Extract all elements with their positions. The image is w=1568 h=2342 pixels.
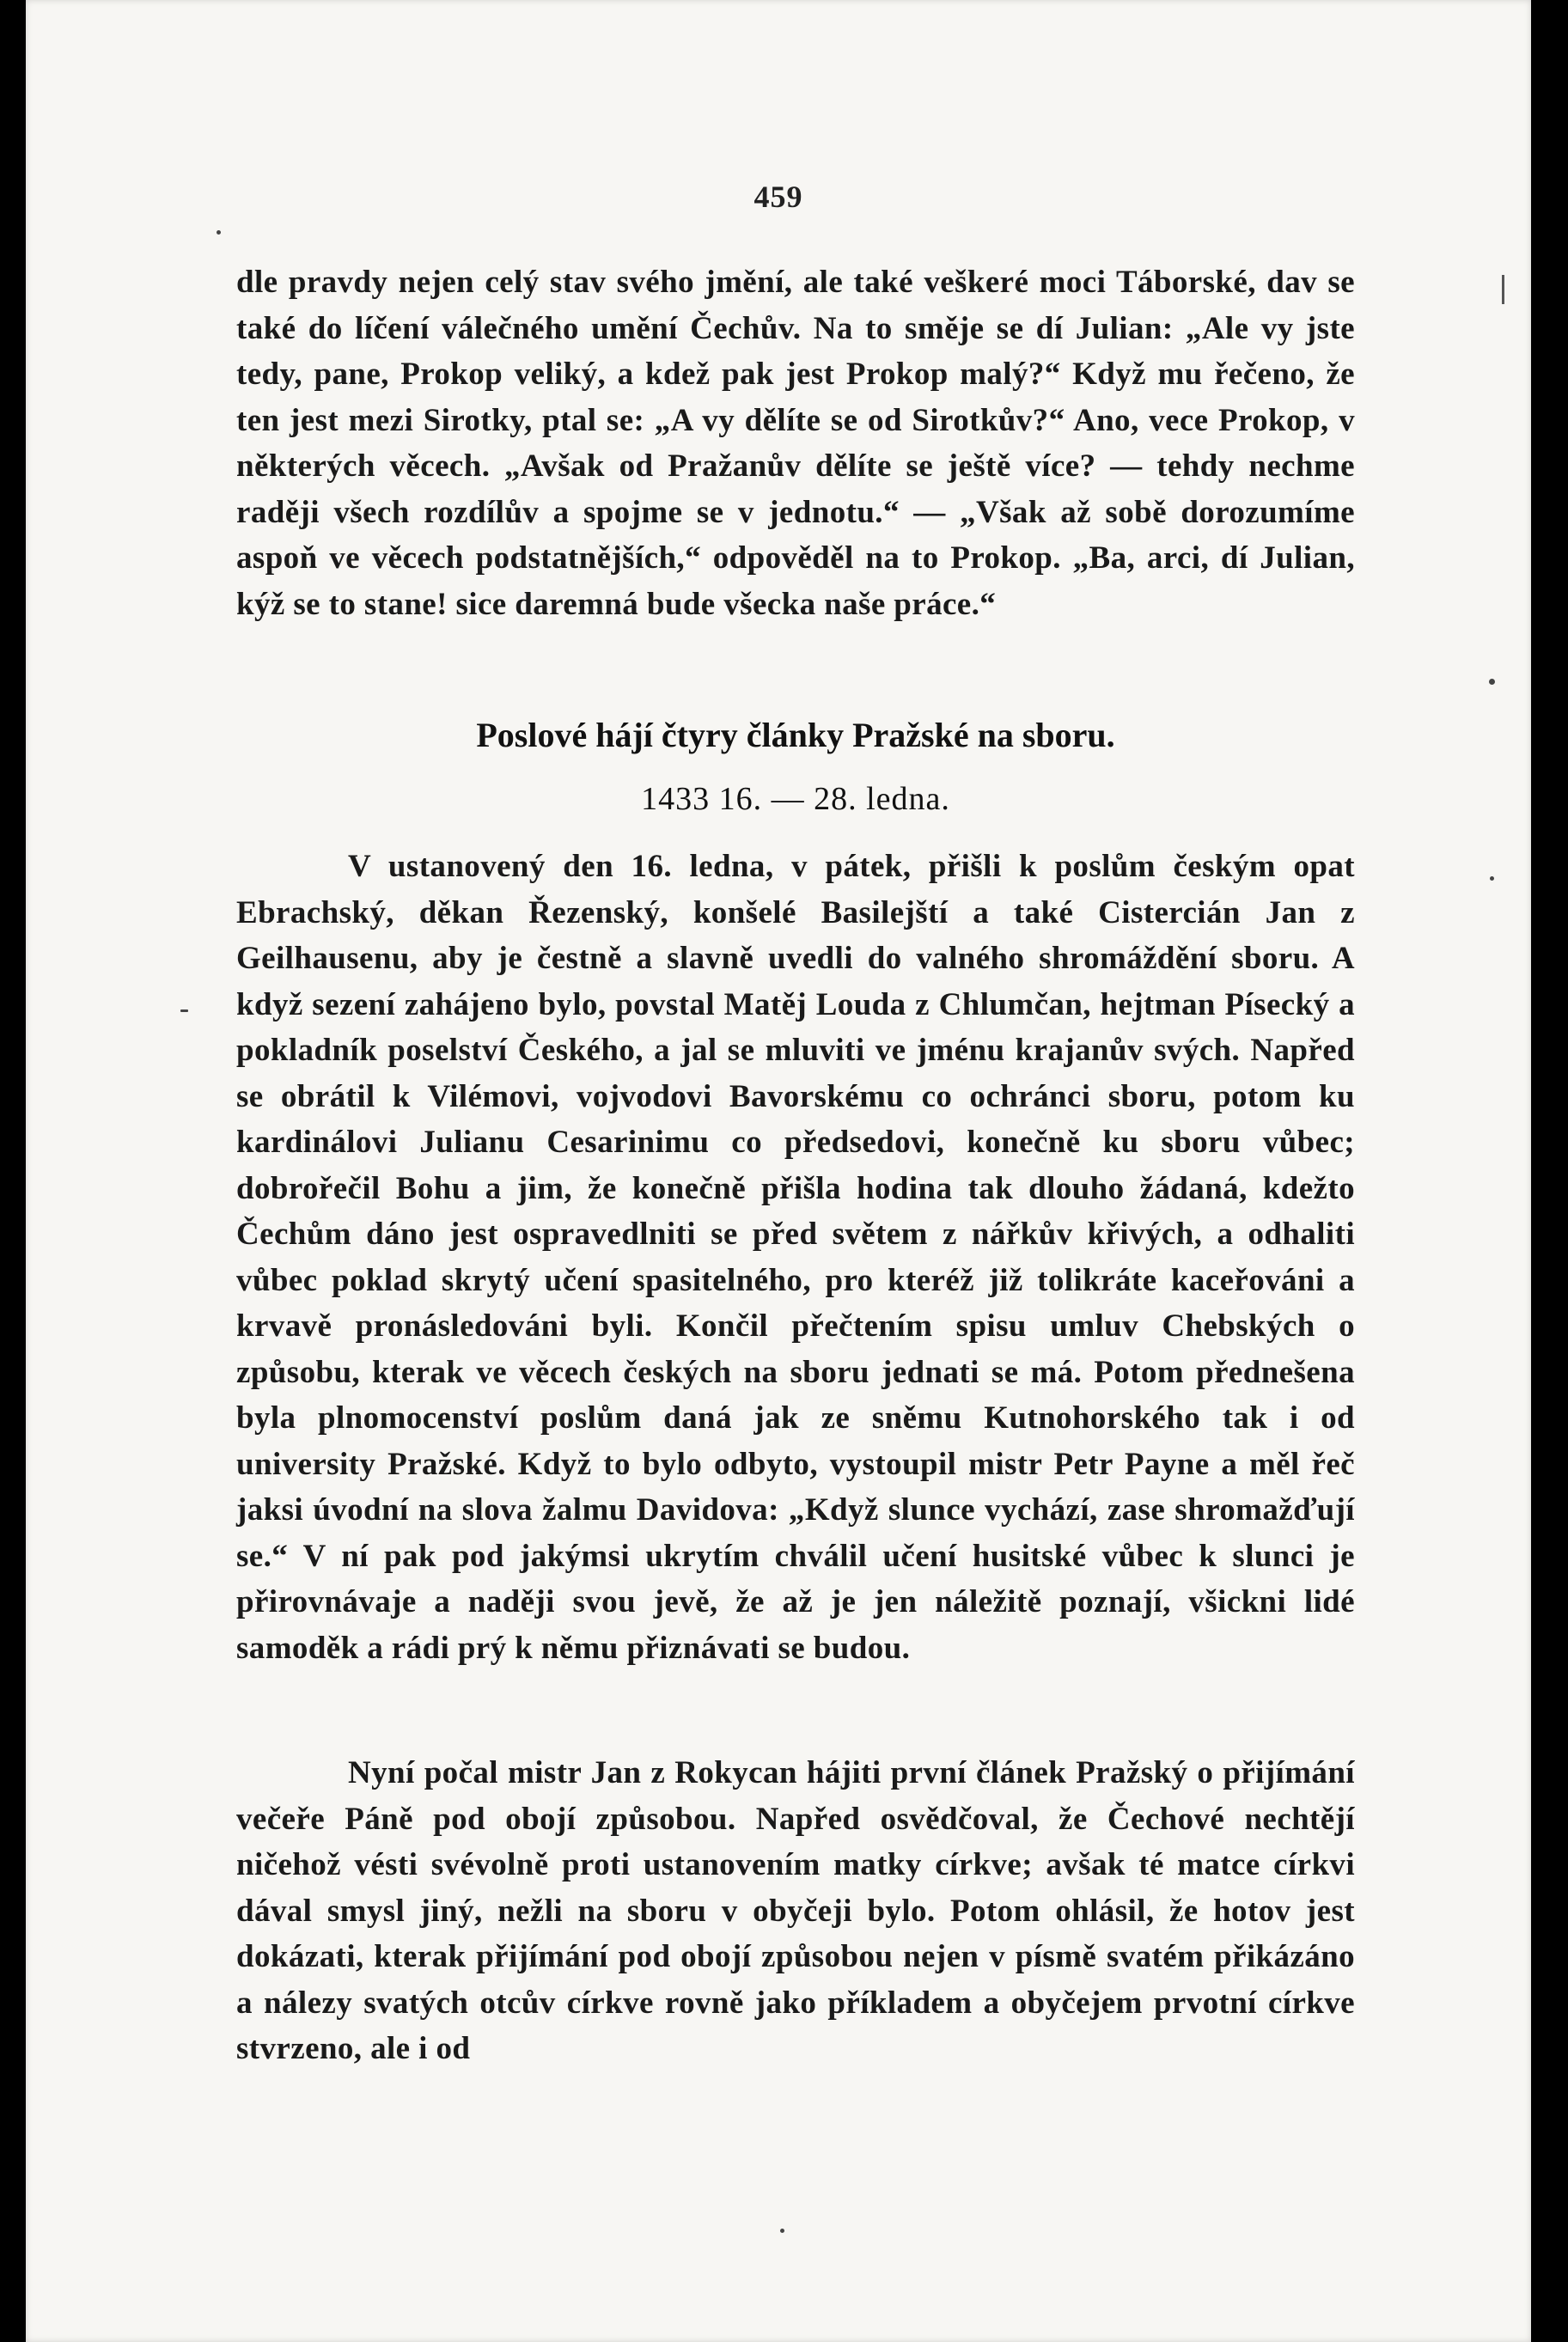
paragraph-text: V ustanovený den 16. ledna, v pátek, přišli k poslům českým opat Ebrachský, děkan Řezenský, konšelé Basilejští a také Cistercián Jan z Geilhausenu, aby je čestně a slavně uvedli do valného shromáždění sboru. A když sezení zahájeno bylo, povstal Matěj Louda z Chlumčan, hejtman Písecký a pokladník poselství Českého, a jal se mluviti ve jménu krajanův svých. Napřed se obrátil k Vilémovi, vojvodovi Bavorskému co ochránci sboru, potom ku kardinálovi Julianu Cesarinimu co předsedovi, konečně ku sboru vůbec; dobrořečil Bohu a jim, že konečně přišla hodina tak dlouho žádaná, kdežto Čechům dáno jest ospravedlniti se před světem z nářkův křivých, a odhaliti vůbec poklad skrytý učení spasitelného, pro kteréž již tolikráte kaceřováni a krvavě pronásledováni byli. Končil přečtením spisu umluv Chebských o způsobu, kterak ve věcech českých na sboru jednati se má. Potom přednešena byla plnomocenství poslům daná jak ze sněmu Kutnohorského tak i od university Pražské. Když to bylo odbyto, vystoupil mistr Petr Payne a měl řeč jaksi úvodní na slova žalmu Davidova: „Když slunce vychází, zase shromažďují se.“ V ní pak pod jakýmsi ukrytím chválil učení husitské vůbec k slunci je přirovnávaje a naději svou jevě, že až je jen náležitě poznají, všickni lidé samoděk a rádi prý k němu přiznávati se budou. — [236, 849, 1355, 1666]
scan-speck — [1490, 876, 1494, 881]
scan-speck — [780, 2229, 784, 2233]
scan-speck — [180, 1009, 188, 1012]
paragraph-text: Nyní počal mistr Jan z Rokycan hájiti první článek Pražský o přijímání večeře Páně pod obojí způsobou. Napřed osvědčoval, že Čechové nechtějí ničehož vésti svévolně proti ustanovením matky církve; avšak té matce církvi dával smysl jiný, nežli na sboru v obyčeji bylo. Potom ohlásil, že hotov jest dokázati, kterak přijímání pod obojí způsobou nejen v písmě svatém přikázáno a nálezy svatých otcův církve rovně jako příkladem a obyčejem prvotní církve stvrzeno, ale i od — [236, 1755, 1355, 2066]
paragraph-three — [236, 1750, 1355, 2072]
scan-speck — [217, 230, 221, 235]
book-page — [26, 0, 1531, 2342]
paragraph-text: dle pravdy nejen celý stav svého jmění, ale také veškeré moci Táborské, dav se také do líčení válečného umění Čechův. Na to směje se dí Julian: „Ale vy jste tedy, pane, Prokop veliký, a kdež pak jest Prokop malý?“ Když mu řečeno, že ten jest mezi Sirotky, ptal se: „A vy dělíte se od Sirotkův?“ Ano, vece Prokop, v některých věcech. „Avšak od Pražanův dělíte se ještě více? — tehdy nechme raději všech rozdílův a spojme se v jednotu.“ — „Však až sobě dorozumíme aspoň ve věcech podstatnějších,“ odpověděl na to Prokop. „Ba, arci, dí Julian, kýž se to stane! sice daremná bude všecka naše práce.“ — [236, 265, 1355, 622]
section-date: 1433 16. — 28. ledna. — [641, 781, 950, 817]
page-number: 459 — [753, 180, 803, 214]
scan-speck — [1489, 679, 1495, 685]
scan-edge-mark — [1502, 275, 1504, 304]
section-heading: Poslové hájí čtyry články Pražské na sboru. — [476, 716, 1115, 754]
paragraph-continuation — [236, 259, 1355, 627]
paragraph-two — [236, 844, 1355, 1671]
